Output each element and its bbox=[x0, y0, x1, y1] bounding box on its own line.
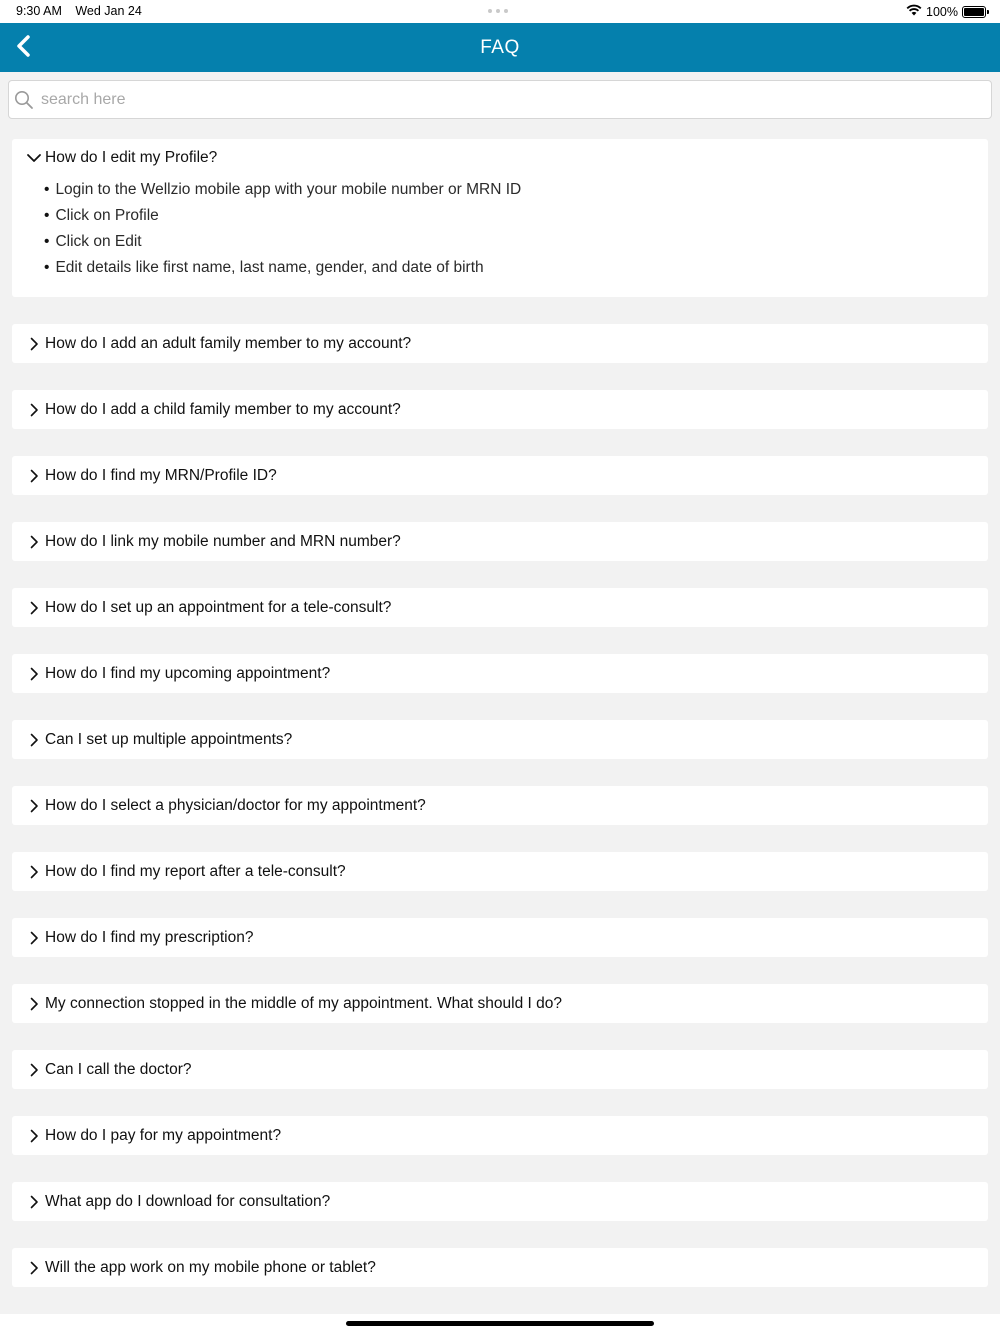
faq-item bbox=[12, 1248, 988, 1287]
faq-question-row[interactable] bbox=[26, 1248, 974, 1287]
faq-question-row[interactable] bbox=[26, 1116, 974, 1155]
faq-item bbox=[12, 918, 988, 957]
search-bar[interactable] bbox=[8, 80, 992, 119]
faq-question-row[interactable] bbox=[26, 390, 974, 429]
faq-question: How do I link my mobile number and MRN number? bbox=[45, 532, 401, 550]
faq-question: How do I select a physician/doctor for my appointment? bbox=[45, 796, 426, 814]
faq-question: How do I set up an appointment for a tele-consult? bbox=[45, 598, 392, 616]
chevron-right-icon bbox=[26, 732, 42, 748]
faq-question-row[interactable] bbox=[26, 522, 974, 561]
chevron-right-icon bbox=[26, 996, 42, 1012]
status-time: 9:30 AM bbox=[16, 4, 62, 18]
faq-answer-bullet bbox=[44, 231, 974, 257]
battery-icon bbox=[962, 6, 986, 18]
chevron-right-icon bbox=[26, 336, 42, 352]
status-date: Wed Jan 24 bbox=[75, 4, 142, 18]
faq-answer-text: • Click on Profile bbox=[55, 207, 159, 224]
faq-answer-text: • Edit details like first name, last name, gender, and date of birth bbox=[55, 259, 484, 276]
search-icon bbox=[13, 89, 35, 111]
faq-question: How do I find my MRN/Profile ID? bbox=[45, 466, 277, 484]
chevron-right-icon bbox=[26, 1128, 42, 1144]
faq-answer-bullet bbox=[44, 179, 974, 205]
chevron-right-icon bbox=[26, 600, 42, 616]
chevron-right-icon bbox=[26, 402, 42, 418]
faq-item bbox=[12, 984, 988, 1023]
faq-question-row[interactable] bbox=[26, 720, 974, 759]
faq-question: How do I edit my Profile? bbox=[45, 149, 218, 166]
faq-item bbox=[12, 522, 988, 561]
faq-question: Will the app work on my mobile phone or tablet? bbox=[45, 1258, 376, 1276]
search-input[interactable] bbox=[41, 91, 941, 109]
faq-answer-text: • Click on Edit bbox=[55, 233, 142, 250]
faq-answer-text: • Login to the Wellzio mobile app with your mobile number or MRN ID bbox=[55, 181, 522, 198]
faq-question-row[interactable] bbox=[26, 654, 974, 693]
faq-question-row[interactable] bbox=[26, 324, 974, 363]
faq-question-row[interactable] bbox=[26, 984, 974, 1023]
faq-question-row[interactable] bbox=[26, 456, 974, 495]
chevron-down-icon bbox=[26, 150, 42, 166]
wifi-icon bbox=[906, 4, 922, 19]
faq-question: Can I call the doctor? bbox=[45, 1060, 192, 1078]
faq-answer bbox=[26, 177, 974, 297]
faq-question: How do I pay for my appointment? bbox=[45, 1126, 282, 1144]
chevron-right-icon bbox=[26, 864, 42, 880]
faq-question-row[interactable] bbox=[26, 139, 974, 177]
chevron-right-icon bbox=[26, 666, 42, 682]
faq-question: How do I find my report after a tele-consult? bbox=[45, 862, 346, 880]
faq-item bbox=[12, 852, 988, 891]
status-time-date bbox=[16, 4, 152, 18]
chevron-right-icon bbox=[26, 1062, 42, 1078]
faq-question: How do I find my upcoming appointment? bbox=[45, 664, 331, 682]
chevron-right-icon bbox=[26, 534, 42, 550]
faq-list bbox=[12, 139, 988, 1314]
faq-item bbox=[12, 390, 988, 429]
faq-item bbox=[12, 588, 988, 627]
navigation-bar bbox=[0, 23, 1000, 72]
faq-question-row[interactable] bbox=[26, 1182, 974, 1221]
chevron-right-icon bbox=[26, 1260, 42, 1276]
faq-item bbox=[12, 139, 988, 297]
faq-question: How do I add a child family member to my account? bbox=[45, 400, 401, 418]
faq-item bbox=[12, 1182, 988, 1221]
home-indicator[interactable] bbox=[346, 1321, 654, 1326]
faq-question: My connection stopped in the middle of my appointment. What should I do? bbox=[45, 994, 562, 1012]
faq-item bbox=[12, 1050, 988, 1089]
battery-percent: 100% bbox=[926, 4, 958, 19]
faq-item bbox=[12, 1116, 988, 1155]
faq-question-row[interactable] bbox=[26, 1050, 974, 1089]
multitasking-dots-icon[interactable] bbox=[488, 9, 508, 13]
faq-item bbox=[12, 456, 988, 495]
faq-question-row[interactable] bbox=[26, 588, 974, 627]
page-title: FAQ bbox=[480, 37, 520, 58]
chevron-right-icon bbox=[26, 468, 42, 484]
status-bar bbox=[0, 0, 1000, 23]
faq-item bbox=[12, 786, 988, 825]
chevron-right-icon bbox=[26, 930, 42, 946]
faq-question-row[interactable] bbox=[26, 852, 974, 891]
faq-question: What app do I download for consultation? bbox=[45, 1192, 331, 1210]
faq-question: How do I find my prescription? bbox=[45, 928, 254, 946]
faq-answer-bullet bbox=[44, 205, 974, 231]
faq-answer-bullet bbox=[44, 257, 974, 283]
faq-item bbox=[12, 324, 988, 363]
faq-item bbox=[12, 654, 988, 693]
chevron-right-icon bbox=[26, 1194, 42, 1210]
faq-question-row[interactable] bbox=[26, 918, 974, 957]
faq-item bbox=[12, 720, 988, 759]
faq-question: Can I set up multiple appointments? bbox=[45, 730, 293, 748]
faq-question-row[interactable] bbox=[26, 786, 974, 825]
status-indicators bbox=[906, 4, 986, 19]
faq-question: How do I add an adult family member to my account? bbox=[45, 334, 412, 352]
chevron-right-icon bbox=[26, 798, 42, 814]
